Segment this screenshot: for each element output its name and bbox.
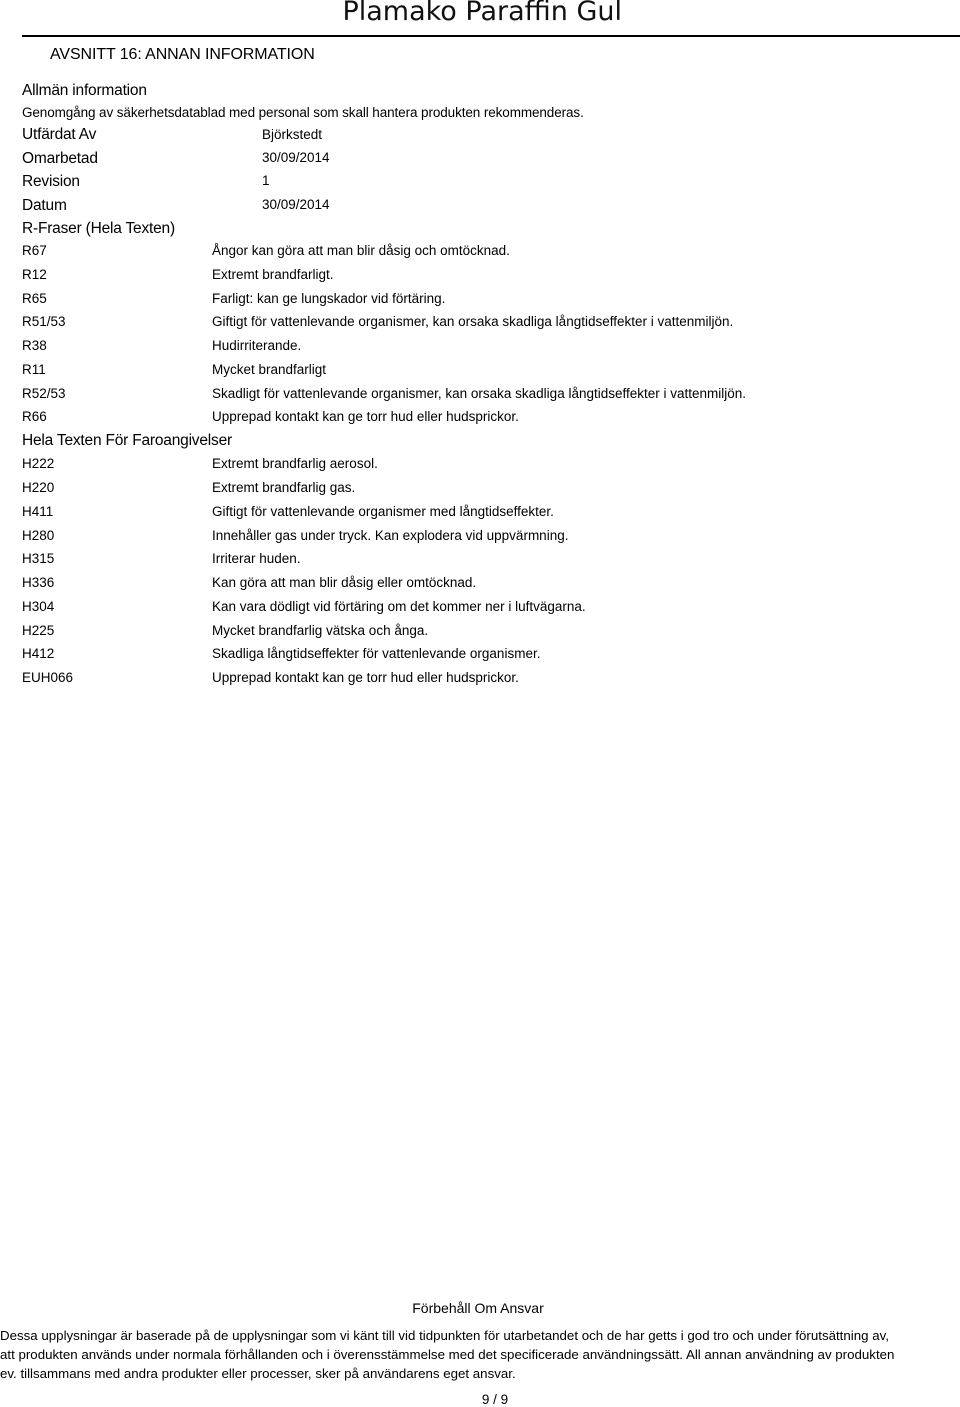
h-statement-text: Upprepad kontakt kan ge torr hud eller hudsprickor. bbox=[212, 670, 519, 685]
product-title: Plamako Paraffin Gul bbox=[342, 0, 622, 27]
r-phrase-code: R65 bbox=[22, 291, 47, 306]
r-phrase-text: Hudirriterande. bbox=[212, 338, 302, 353]
r-phrase-text: Upprepad kontakt kan ge torr hud eller hudsprickor. bbox=[212, 409, 519, 424]
h-statement-code: H225 bbox=[22, 623, 55, 638]
h-statement-text: Skadliga långtidseffekter för vattenlevande organismer. bbox=[212, 646, 541, 661]
section-header bbox=[22, 35, 960, 73]
page-number: 9 / 9 bbox=[481, 1392, 509, 1407]
meta-label-issued-by: Utfärdat Av bbox=[22, 126, 97, 143]
h-statement-code: H412 bbox=[22, 646, 55, 661]
h-statement-code: H304 bbox=[22, 599, 55, 614]
section-title: AVSNITT 16: ANNAN INFORMATION bbox=[50, 46, 315, 63]
r-phrase-code: R12 bbox=[22, 267, 47, 282]
h-statement-text: Irriterar huden. bbox=[212, 551, 301, 566]
h-statement-text: Innehåller gas under tryck. Kan explodera vid uppvärmning. bbox=[212, 528, 569, 543]
general-heading: Allmän information bbox=[22, 82, 147, 99]
meta-label-date: Datum bbox=[22, 197, 67, 214]
r-phrase-code: R11 bbox=[22, 362, 46, 377]
meta-label-revised: Omarbetad bbox=[22, 150, 98, 167]
r-phrase-text: Farligt: kan ge lungskador vid förtäring. bbox=[212, 291, 446, 306]
r-phrase-text: Giftigt för vattenlevande organismer, kan orsaka skadliga långtidseffekter i vattenmiljön. bbox=[212, 314, 734, 329]
r-phrases-heading: R-Fraser (Hela Texten) bbox=[22, 220, 175, 237]
r-phrase-text: Ångor kan göra att man blir dåsig och omtöcknad. bbox=[212, 243, 510, 258]
h-statement-text: Kan vara dödligt vid förtäring om det kommer ner i luftvägarna. bbox=[212, 599, 586, 614]
general-text: Genomgång av säkerhetsdatablad med personal som skall hantera produkten rekommenderas. bbox=[22, 105, 584, 120]
h-statement-code: H411 bbox=[22, 504, 54, 519]
h-statement-text: Kan göra att man blir dåsig eller omtöcknad. bbox=[212, 575, 477, 590]
disclaimer-line: Dessa upplysningar är baserade på de upplysningar som vi känt till vid tidpunkten för utarbetandet och de har getts i god tro och under förutsättning av, bbox=[0, 1328, 889, 1343]
h-statement-text: Extremt brandfarlig gas. bbox=[212, 480, 356, 495]
r-phrase-text: Skadligt för vattenlevande organismer, kan orsaka skadliga långtidseffekter i vattenmiljön. bbox=[212, 386, 747, 401]
h-statement-code: H315 bbox=[22, 551, 55, 566]
disclaimer-line: att produkten används under normala förhållanden och i överensstämmelse med det specificerade användningssätt. All annan användning av produkten bbox=[0, 1347, 895, 1362]
r-phrase-text: Mycket brandfarligt bbox=[212, 362, 327, 377]
r-phrase-code: R51/53 bbox=[22, 314, 66, 329]
disclaimer-text bbox=[0, 1326, 956, 1383]
r-phrase-code: R38 bbox=[22, 338, 47, 353]
meta-value-issued-by: Björkstedt bbox=[262, 127, 323, 142]
h-statement-text: Mycket brandfarlig vätska och ånga. bbox=[212, 623, 429, 638]
h-statement-code: H336 bbox=[22, 575, 55, 590]
disclaimer-line: ev. tillsammans med andra produkter eller processer, sker på användarens eget ansvar. bbox=[0, 1366, 516, 1381]
meta-value-date: 30/09/2014 bbox=[262, 197, 330, 212]
h-statement-code: H280 bbox=[22, 528, 55, 543]
r-phrase-code: R52/53 bbox=[22, 386, 66, 401]
h-statement-text: Giftigt för vattenlevande organismer med långtidseffekter. bbox=[212, 504, 554, 519]
meta-label-revision: Revision bbox=[22, 173, 80, 190]
h-statement-code: H222 bbox=[22, 456, 55, 471]
r-phrase-code: R66 bbox=[22, 409, 47, 424]
h-statement-text: Extremt brandfarlig aerosol. bbox=[212, 456, 378, 471]
h-statement-code: EUH066 bbox=[22, 670, 74, 685]
meta-value-revision: 1 bbox=[262, 173, 270, 188]
disclaimer-heading: Förbehåll Om Ansvar bbox=[412, 1300, 544, 1316]
r-phrase-text: Extremt brandfarligt. bbox=[212, 267, 334, 282]
h-statement-code: H220 bbox=[22, 480, 55, 495]
meta-value-revised: 30/09/2014 bbox=[262, 150, 330, 165]
r-phrase-code: R67 bbox=[22, 243, 47, 258]
h-statements-heading: Hela Texten För Faroangivelser bbox=[22, 432, 232, 449]
